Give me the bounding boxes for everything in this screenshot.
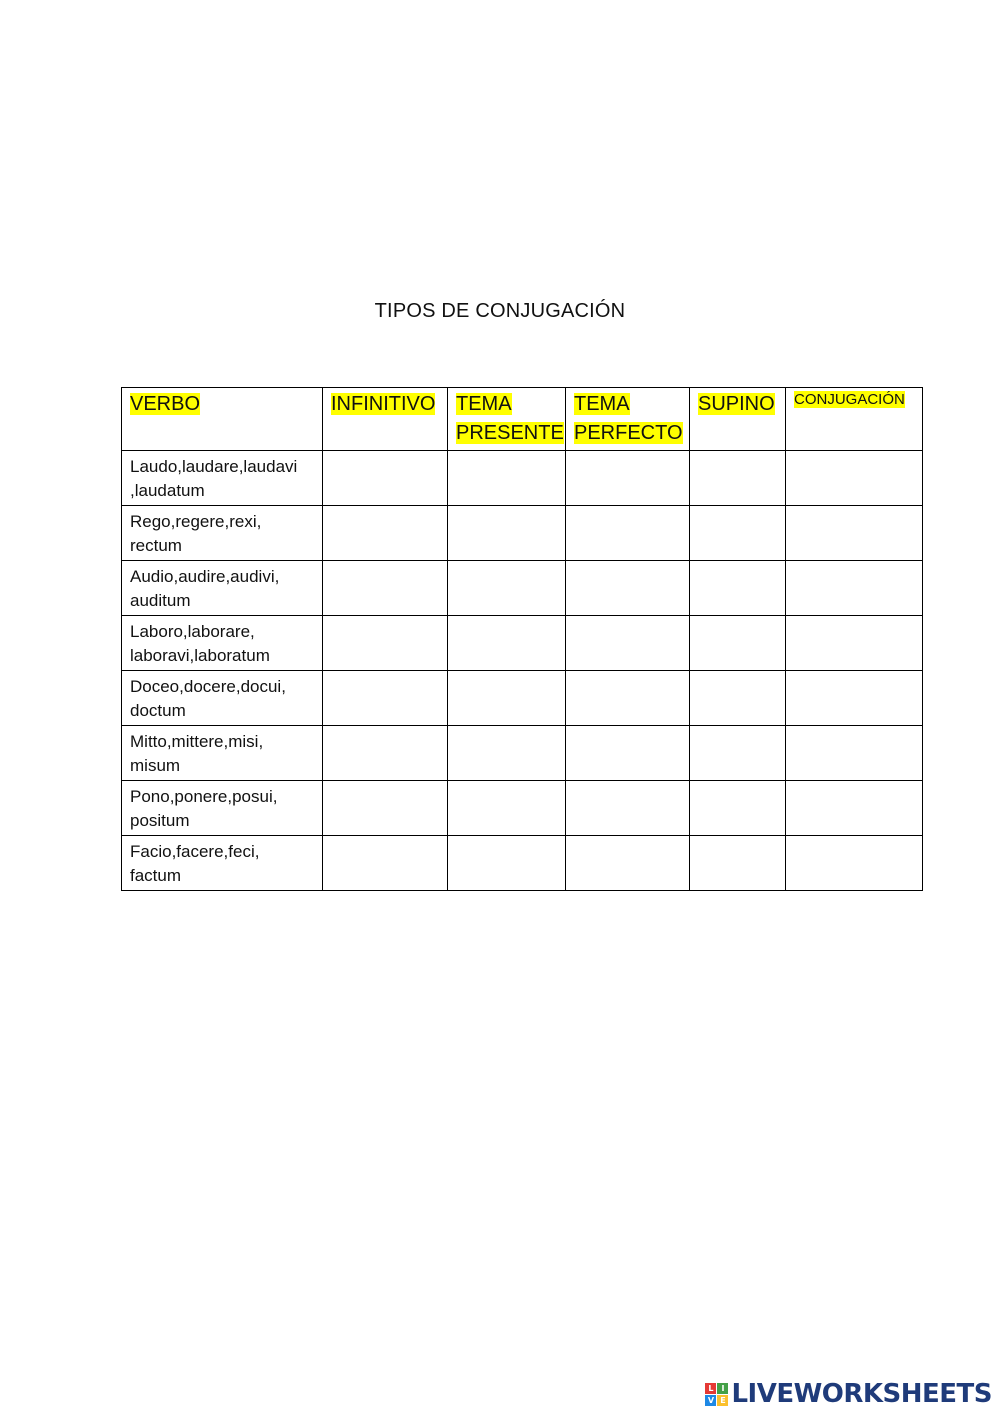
verb-cell: Facio,facere,feci, factum (122, 836, 323, 891)
verb-cell: Laudo,laudare,laudavi ,laudatum (122, 451, 323, 506)
supino-answer-cell[interactable] (690, 506, 786, 561)
supino-answer-cell[interactable] (690, 671, 786, 726)
header-infinitivo: INFINITIVO (323, 388, 448, 451)
logo-badge-letter: E (717, 1395, 728, 1406)
logo-badge-letter: L (705, 1383, 716, 1394)
table-row (122, 506, 923, 561)
supino-answer-cell[interactable] (690, 726, 786, 781)
tema-perfecto-answer-cell[interactable] (566, 561, 690, 616)
table-row (122, 616, 923, 671)
tema-presente-answer-cell[interactable] (448, 616, 566, 671)
verb-cell: Pono,ponere,posui, positum (122, 781, 323, 836)
tema-presente-answer-cell[interactable] (448, 561, 566, 616)
table-row (122, 451, 923, 506)
logo-badge-letter: I (717, 1383, 728, 1394)
conjugacion-answer-cell[interactable] (786, 726, 923, 781)
table-row (122, 561, 923, 616)
tema-presente-answer-cell[interactable] (448, 836, 566, 891)
tema-perfecto-answer-cell[interactable] (566, 616, 690, 671)
conjugacion-answer-cell[interactable] (786, 836, 923, 891)
supino-answer-cell[interactable] (690, 451, 786, 506)
tema-perfecto-answer-cell[interactable] (566, 781, 690, 836)
infinitivo-answer-cell[interactable] (323, 561, 448, 616)
logo-badge-icon (705, 1383, 728, 1406)
table-row (122, 836, 923, 891)
infinitivo-answer-cell[interactable] (323, 726, 448, 781)
tema-presente-answer-cell[interactable] (448, 671, 566, 726)
table-row (122, 781, 923, 836)
tema-perfecto-answer-cell[interactable] (566, 506, 690, 561)
conjugacion-answer-cell[interactable] (786, 561, 923, 616)
infinitivo-answer-cell[interactable] (323, 616, 448, 671)
supino-answer-cell[interactable] (690, 836, 786, 891)
verb-cell: Laboro,laborare, laboravi,laboratum (122, 616, 323, 671)
supino-answer-cell[interactable] (690, 561, 786, 616)
header-tema-presente: TEMA PRESENTE (448, 388, 566, 451)
tema-perfecto-answer-cell[interactable] (566, 671, 690, 726)
conjugacion-answer-cell[interactable] (786, 506, 923, 561)
verb-cell: Rego,regere,rexi, rectum (122, 506, 323, 561)
tema-perfecto-answer-cell[interactable] (566, 836, 690, 891)
verb-cell: Doceo,docere,docui, doctum (122, 671, 323, 726)
conjugacion-answer-cell[interactable] (786, 451, 923, 506)
header-verbo: VERBO (122, 388, 323, 451)
header-supino: SUPINO (690, 388, 786, 451)
infinitivo-answer-cell[interactable] (323, 506, 448, 561)
tema-presente-answer-cell[interactable] (448, 781, 566, 836)
tema-presente-answer-cell[interactable] (448, 726, 566, 781)
conjugacion-answer-cell[interactable] (786, 671, 923, 726)
verb-table (121, 387, 923, 891)
conjugacion-answer-cell[interactable] (786, 616, 923, 671)
conjugacion-answer-cell[interactable] (786, 781, 923, 836)
logo-badge-letter: V (705, 1395, 716, 1406)
table-header-row (122, 388, 923, 451)
infinitivo-answer-cell[interactable] (323, 836, 448, 891)
table-row (122, 726, 923, 781)
page-title: TIPOS DE CONJUGACIÓN (374, 300, 626, 322)
tema-perfecto-answer-cell[interactable] (566, 451, 690, 506)
verb-cell: Mitto,mittere,misi, misum (122, 726, 323, 781)
infinitivo-answer-cell[interactable] (323, 671, 448, 726)
supino-answer-cell[interactable] (690, 781, 786, 836)
tema-perfecto-answer-cell[interactable] (566, 726, 690, 781)
logo-text: LIVEWORKSHEETS (731, 1379, 992, 1409)
infinitivo-answer-cell[interactable] (323, 451, 448, 506)
table-row (122, 671, 923, 726)
liveworksheets-logo (705, 1379, 992, 1409)
infinitivo-answer-cell[interactable] (323, 781, 448, 836)
verb-cell: Audio,audire,audivi, auditum (122, 561, 323, 616)
supino-answer-cell[interactable] (690, 616, 786, 671)
header-tema-perfecto: TEMA PERFECTO (566, 388, 690, 451)
tema-presente-answer-cell[interactable] (448, 451, 566, 506)
tema-presente-answer-cell[interactable] (448, 506, 566, 561)
header-conjugacion: CONJUGACIÓN (786, 388, 923, 451)
